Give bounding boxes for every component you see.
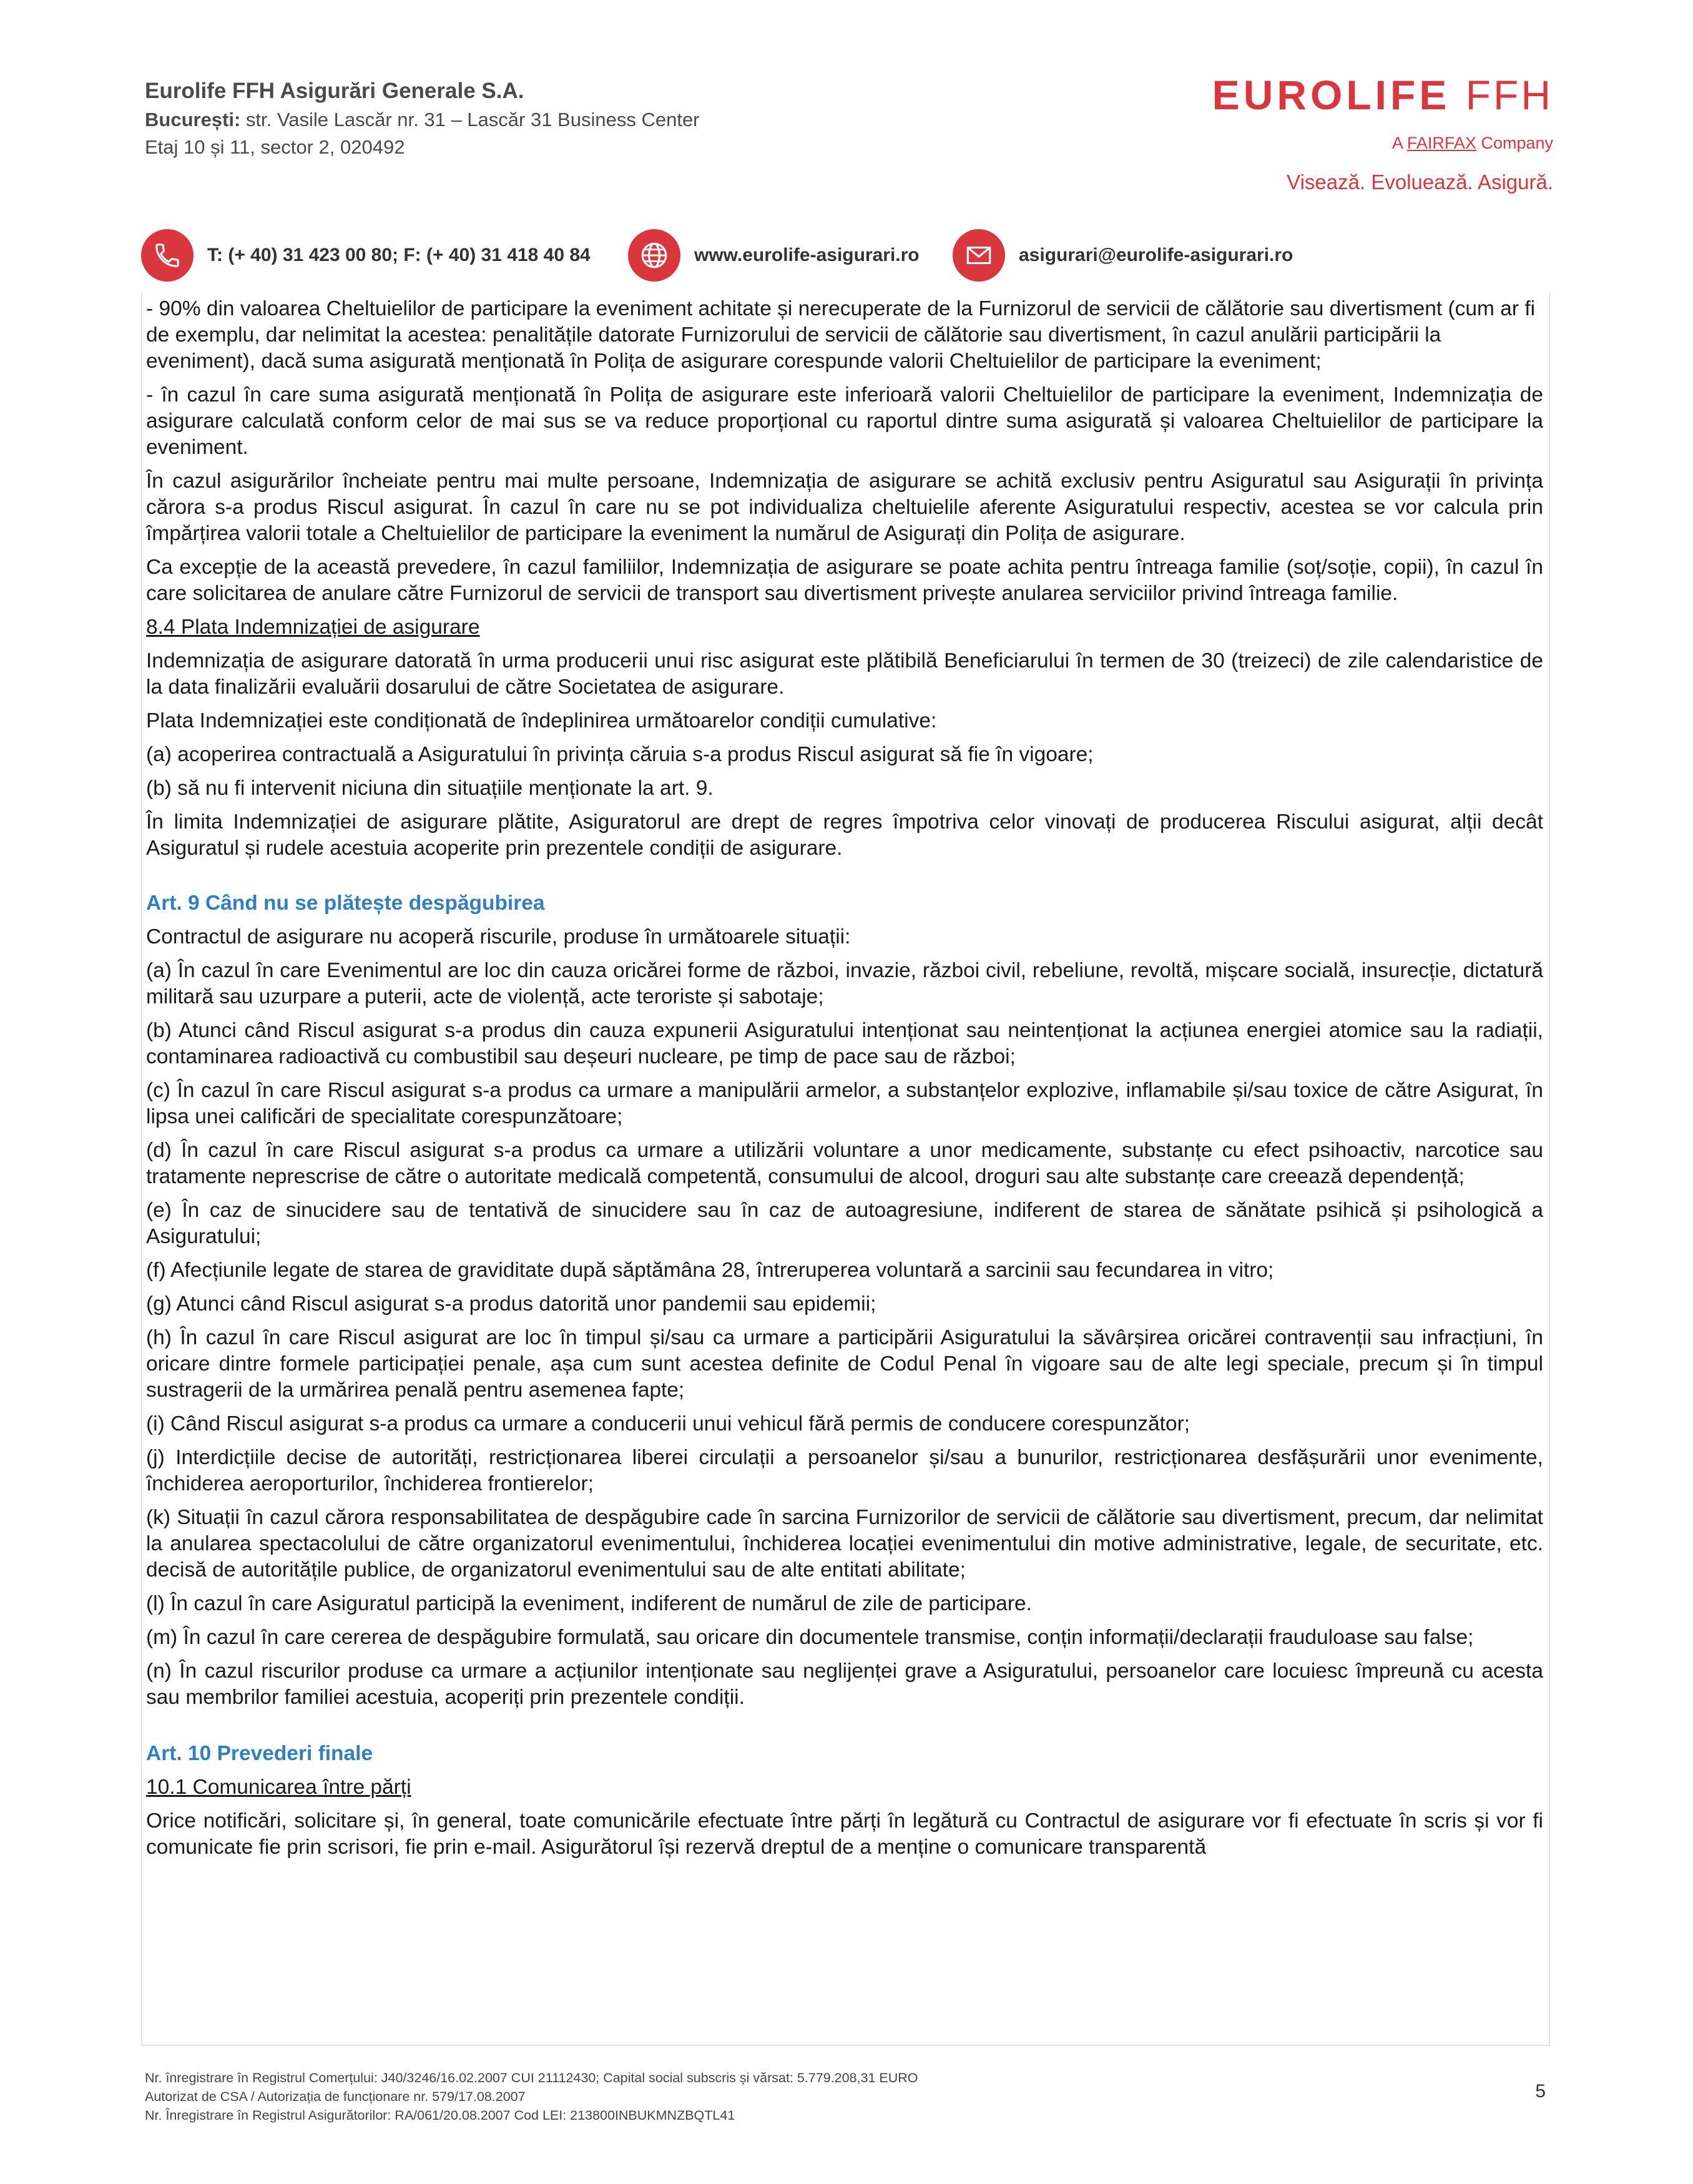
exclusion-item: (b) Atunci când Riscul asigurat s-a produs din cauza expunerii Asiguratului intenționat sau neintenționat la acțiunea energiei atomice sau la radiații, contaminarea radioactivă cu combustibil sau deșeuri nucleare, pe timp de pace sau de război;: [146, 1019, 1543, 1068]
section-heading-8-4: 8.4 Plata Indemnizației de asigurare: [146, 616, 480, 639]
fairfax-prefix: A: [1391, 134, 1407, 152]
contact-email: [953, 229, 1293, 282]
exclusion-item: (m) În cazul în care cererea de despăgubire formulată, sau oricare din documentele transmise, conțin informații/declarații frauduloase sau false;: [146, 1626, 1474, 1649]
footer-line-3: Nr. Înregistrare în Registrul Asigurătorilor: RA/061/20.08.2007 Cod LEI: 213800INBUKMNZBQTL41: [145, 2108, 735, 2123]
page-number: 5: [1535, 2081, 1546, 2102]
address-line-1: [145, 106, 700, 134]
fairfax-suffix: Company: [1476, 134, 1553, 152]
exclusion-item: (d) În cazul în care Riscul asigurat s-a produs ca urmare a utilizării voluntare a unor medicamente, substanțe cu efect psihoactiv, narcotice sau tratamente neprescrise de către o autoritate medicală competentă, consumului de alcool, droguri sau alte substanțe care creează dependență;: [146, 1139, 1543, 1188]
section-heading-10-1: 10.1 Comunicarea între părți: [146, 1776, 411, 1799]
paragraph: - 90% din valoarea Cheltuielilor de participare la eveniment achitate și nerecuperate de la Furnizorul de servicii de călătorie sau divertisment (cum ar fi de exemplu, dar nelimitat la acestea: penalitățile datorate Furnizorului de servicii de călătorie sau divertisment, în cazul anulării participării la eveniment), dacă suma asigurată menționată în Polița de asigurare corespunde valorii Cheltuielilor de participare la eveniment;: [146, 297, 1536, 373]
paragraph: - în cazul în care suma asigurată menționată în Polița de asigurare este inferioară valorii Cheltuielilor de participare la eveniment, Indemnizația de asigurare calculată conform celor de mai sus se va reduce proporțional cu raportul dintre suma asigurată și valoarea Cheltuielilor de participare la eveniment.: [146, 383, 1543, 459]
exclusion-item: (e) În caz de sinucidere sau de tentativă de sinucidere sau în caz de autoagresiune, indiferent de starea de sănătate psihică și psihologică a Asiguratului;: [146, 1199, 1543, 1248]
paragraph: Indemnizația de asigurare datorată în urma producerii unui risc asigurat este plătibilă Beneficiarului în termen de 30 (treizeci) de zile calendaristice de la data finalizării evaluării dosarului de către Societatea de asigurare.: [146, 649, 1543, 699]
exclusion-item: (c) În cazul în care Riscul asigurat s-a produs ca urmare a manipulării armelor, a substanțelor explozive, inflamabile și/sau toxice de către Asigurat, în lipsa unei calificări de specialitate corespunzătoare;: [146, 1079, 1543, 1128]
exclusion-item: (h) În cazul în care Riscul asigurat are loc în timpul și/sau ca urmare a participării Asiguratului la săvârșirea oricărei contravenții sau infracțiuni, în oricare dintre formele participației penale, așa cum sunt acestea definite de Codul Penal în vigoare sau de alte legi speciale, precum și în timpul sustragerii de la urmărirea penală pentru asemenea fapte;: [146, 1326, 1543, 1402]
exclusion-item: (j) Interdicțiile decise de autorități, restricționarea liberei circulații a persoanelor și/sau a bunurilor, restricționarea desfășurării unor evenimente, închiderea aeroporturilor, închiderea frontierelor;: [146, 1446, 1543, 1495]
paragraph: Ca excepție de la această prevedere, în cazul familiilor, Indemnizația de asigurare se poate achita pentru întreaga familie (soț/soție, copii), în cazul în care solicitarea de anulare către Furnizorul de servicii de transport sau divertisment privește anularea serviciilor privind întreaga familie.: [146, 556, 1543, 605]
email-link[interactable]: asigurari@eurolife-asigurari.ro: [1019, 245, 1293, 265]
paragraph: Plata Indemnizației este condiționată de îndeplinirea următoarelor condiții cumulative:: [146, 709, 937, 732]
condition-item: (b) să nu fi intervenit niciuna din situațiile menționate la art. 9.: [146, 777, 714, 800]
paragraph: În limita Indemnizației de asigurare plătite, Asiguratorul are drept de regres împotriva celor vinovați de producerea Riscului asigurat, alții decât Asiguratul și rudele acestuia acoperite prin prezentele condiții de asigurare.: [146, 810, 1543, 860]
document-body: [146, 296, 1543, 1868]
footer-line-2: Autorizat de CSA / Autorizația de funcționare nr. 579/17.08.2007: [145, 2089, 526, 2104]
contact-website: [628, 229, 920, 282]
article-9-title: Art. 9 Când nu se plătește despăgubirea: [146, 892, 545, 915]
company-name: Eurolife FFH Asigurări Generale S.A.: [145, 79, 524, 103]
exclusion-item: (i) Când Riscul asigurat s-a produs ca urmare a conducerii unui vehicul fără permis de conducere corespunzător;: [146, 1412, 1190, 1435]
footer-line-1: Nr. înregistrare în Registrul Comerțului: J40/3246/16.02.2007 CUI 21112430; Capital social subscris și vărsat: 5.779.208,31 EURO: [145, 2070, 918, 2085]
exclusion-item: (l) În cazul în care Asiguratul participă la eveniment, indiferent de numărul de zile de participare.: [146, 1592, 1032, 1615]
address-city: București:: [145, 109, 241, 130]
phone-icon: [141, 229, 194, 282]
website-link[interactable]: www.eurolife-asigurari.ro: [694, 245, 920, 265]
eurolife-logo: [1212, 70, 1553, 194]
exclusion-item: (f) Afecțiunile legate de starea de graviditate după săptămâna 28, întreruperea voluntară a sarcinii sau fecundarea in vitro;: [146, 1259, 1274, 1282]
globe-icon: [628, 229, 680, 282]
contact-bar: [141, 229, 1577, 282]
footer-registration: [145, 2068, 918, 2125]
mail-icon: [953, 229, 1005, 282]
logo-brand-suffix: FFH: [1465, 72, 1553, 118]
exclusion-item: (k) Situații în cazul cărora responsabilitatea de despăgubire cade în sarcina Furnizorilor de servicii de călătorie sau divertisment, precum, dar nelimitat la anularea spectacolului de către organizatorul evenimentului, închiderea locației evenimentului din motive administrative, legale, de securitate, etc. decisă de autoritățile publice, de organizatorul evenimentului sau de alte entitati abilitate;: [146, 1506, 1543, 1581]
fairfax-tagline: [1212, 134, 1553, 153]
exclusion-item: (n) În cazul riscurilor produse ca urmare a acțiunilor intenționate sau neglijenței grave a Asiguratului, persoanelor care locuiesc împreună cu acesta sau membrilor familiei acestuia, acoperiți prin prezentele condiții.: [146, 1660, 1543, 1709]
logo-wordmark: [1212, 70, 1553, 120]
article-10-title: Art. 10 Prevederi finale: [146, 1742, 373, 1765]
address-street: str. Vasile Lascăr nr. 31 – Lascăr 31 Business Center: [240, 109, 700, 130]
slogan: Visează. Evoluează. Asigură.: [1287, 170, 1553, 194]
address-line-2: Etaj 10 și 11, sector 2, 020492: [145, 136, 405, 158]
exclusion-item: (g) Atunci când Riscul asigurat s-a produs datorită unor pandemii sau epidemii;: [146, 1292, 876, 1316]
company-header: [145, 76, 700, 161]
contact-phone: [141, 229, 591, 282]
paragraph: Orice notificări, solicitare și, în general, toate comunicările efectuate între părți în legătură cu Contractul de asigurare vor fi efectuate în scris și vor fi comunicate fie prin scrisori, fie prin e-mail. Asigurătorul își rezervă dreptul de a menține o comunicare transparentă: [146, 1809, 1543, 1859]
paragraph: Contractul de asigurare nu acoperă riscurile, produse în următoarele situații:: [146, 925, 851, 948]
phone-fax-text: T: (+ 40) 31 423 00 80; F: (+ 40) 31 418 40 84: [207, 245, 591, 265]
exclusion-item: (a) În cazul în care Evenimentul are loc din cauza oricărei forme de război, invazie, război civil, rebeliune, revoltă, mișcare socială, insurecție, dictatură militară sau uzurpare a puterii, acte de violență, acte teroriste și sabotaje;: [146, 959, 1543, 1008]
fairfax-name: FAIRFAX: [1406, 134, 1476, 152]
condition-item: (a) acoperirea contractuală a Asiguratului în privința căruia s-a produs Riscul asigurat să fie în vigoare;: [146, 743, 1094, 766]
logo-brand-main: EUROLIFE: [1212, 72, 1451, 118]
paragraph: În cazul asigurărilor încheiate pentru mai multe persoane, Indemnizația de asigurare se achită exclusiv pentru Asiguratul sau Asigurații în privința cărora s-a produs Riscul asigurat. În cazul în care nu se pot individualiza cheltuielile aferente Asiguratului respectiv, acestea se vor calcula prin împărțirea valorii totale a Cheltuielilor de participare la eveniment la numărul de Asigurați din Polița de asigurare.: [146, 470, 1543, 545]
